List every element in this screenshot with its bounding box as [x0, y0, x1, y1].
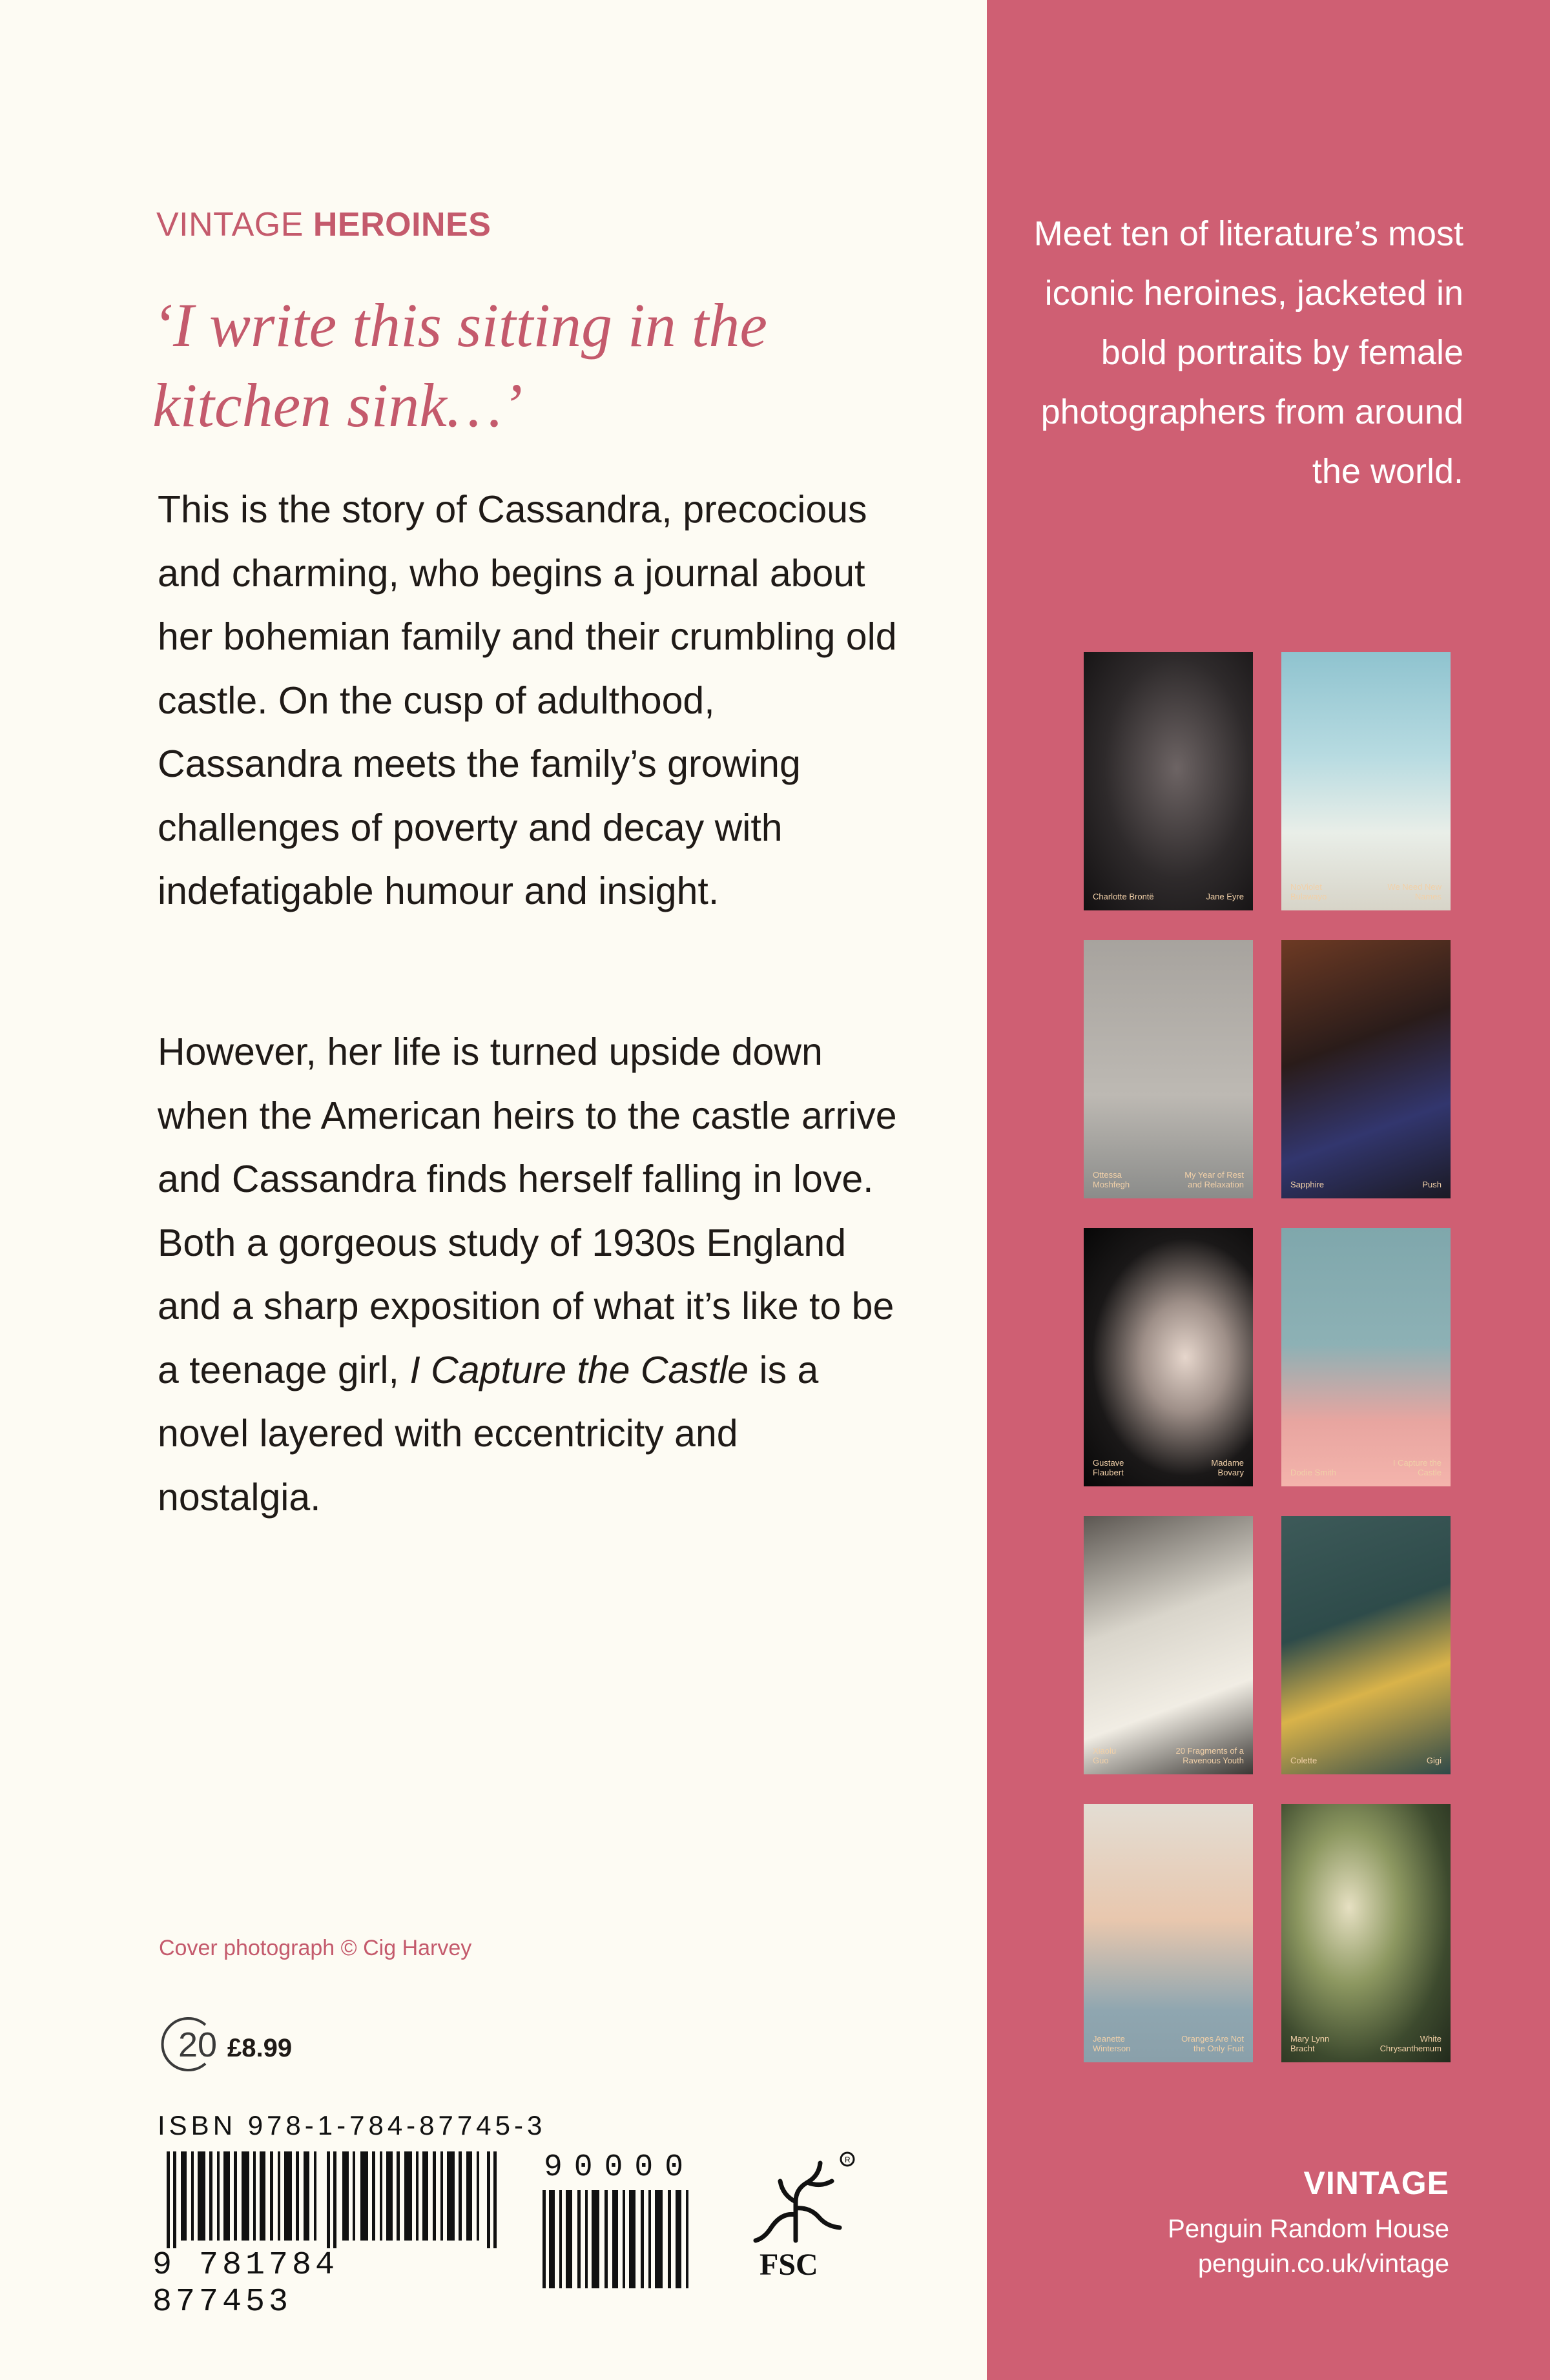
- series-prefix: VINTAGE: [156, 206, 304, 243]
- book-title: Gigi: [1426, 1756, 1442, 1765]
- cover-credit: Cover photograph © Cig Harvey: [159, 1936, 472, 1960]
- series-name: HEROINES: [313, 206, 491, 243]
- book-title: Push: [1422, 1180, 1442, 1189]
- book-thumbnail: [1281, 1804, 1451, 2062]
- book-title: White Chrysanthemum: [1380, 2034, 1442, 2053]
- book-thumbnail: [1281, 1228, 1451, 1486]
- blurb-p2-end: is a novel layered with eccentricity and nostalgia.: [158, 1348, 819, 1519]
- book-thumbnail: [1281, 940, 1451, 1198]
- book-author: Gustave Flaubert: [1093, 1458, 1124, 1477]
- price: £8.99: [227, 2034, 293, 2062]
- book-title: Oranges Are Not the Only Fruit: [1181, 2034, 1244, 2053]
- book-author: Dodie Smith: [1290, 1468, 1336, 1477]
- book-thumbnail: [1084, 940, 1253, 1198]
- book-thumbnail: [1084, 1804, 1253, 2062]
- publisher-url: penguin.co.uk/vintage: [1197, 2250, 1449, 2278]
- imprint-logo: VINTAGE: [1303, 2165, 1449, 2201]
- book-title: My Year of Rest and Relaxation: [1184, 1170, 1244, 1189]
- series-label: [156, 205, 491, 244]
- barcode-addon-digits: 90000: [544, 2150, 696, 2185]
- book-author: Colette: [1290, 1756, 1318, 1765]
- book-thumbnail: [1084, 652, 1253, 910]
- book-title: Jane Eyre: [1206, 892, 1244, 901]
- isbn: ISBN 978-1-784-87745-3: [158, 2110, 546, 2140]
- addon-barcode: [542, 2190, 698, 2288]
- book-title: 20 Fragments of a Ravenous Youth: [1175, 1746, 1244, 1765]
- book-thumbnail: [1084, 1516, 1253, 1774]
- book-thumbnail: [1084, 1228, 1253, 1486]
- book-author: Charlotte Brontë: [1093, 892, 1154, 901]
- book-author: Mary Lynn Bracht: [1290, 2034, 1330, 2053]
- book-author: Xiaolu Guo: [1093, 1746, 1117, 1765]
- book-thumbnail: [1281, 1516, 1451, 1774]
- pull-quote: ‘I write this sitting in the kitchen sink…’: [152, 291, 767, 440]
- book-author: Ottessa Moshfegh: [1093, 1170, 1130, 1189]
- publisher-name: Penguin Random House: [1168, 2215, 1449, 2243]
- fsc-label: FSC: [760, 2248, 818, 2282]
- book-title: Madame Bovary: [1211, 1458, 1244, 1477]
- book-title: We Need New Names: [1387, 882, 1442, 901]
- book-title-italic: I Capture the Castle: [409, 1348, 749, 1391]
- barcode-digits: 9 781784 877453: [152, 2247, 339, 2321]
- book-thumbnail: [1281, 652, 1451, 910]
- ean-barcode: [167, 2151, 502, 2248]
- blurb-paragraph-1: This is the story of Cassandra, precocious and charming, who begins a journal about her bohemian family and their crumbling old castle. On the cusp of adulthood, Cassandra meets the family’s growing challenges of poverty and decay with indefatigable humour and insight.: [158, 488, 897, 912]
- series-tagline: Meet ten of literature’s most iconic heroines, jacketed in bold portraits by female photographers from around the world.: [1033, 214, 1463, 491]
- blurb-paragraph-2: [158, 1020, 900, 1529]
- price-category: 20: [178, 2026, 218, 2064]
- book-author: Jeanette Winterson: [1093, 2034, 1131, 2053]
- registered-mark-icon: R: [845, 2155, 851, 2164]
- blurb-p2-start: However, her life is turned upside down when the American heirs to the castle arrive and Cassandra finds herself falling in love. Both a gorgeous study of 1930s England and a sharp exposition of what it’s like to be a teenage girl,: [158, 1031, 897, 1391]
- book-author: Sapphire: [1290, 1180, 1325, 1189]
- book-author: NoViolet Bulawayo: [1290, 882, 1327, 901]
- book-title: I Capture the Castle: [1392, 1458, 1442, 1477]
